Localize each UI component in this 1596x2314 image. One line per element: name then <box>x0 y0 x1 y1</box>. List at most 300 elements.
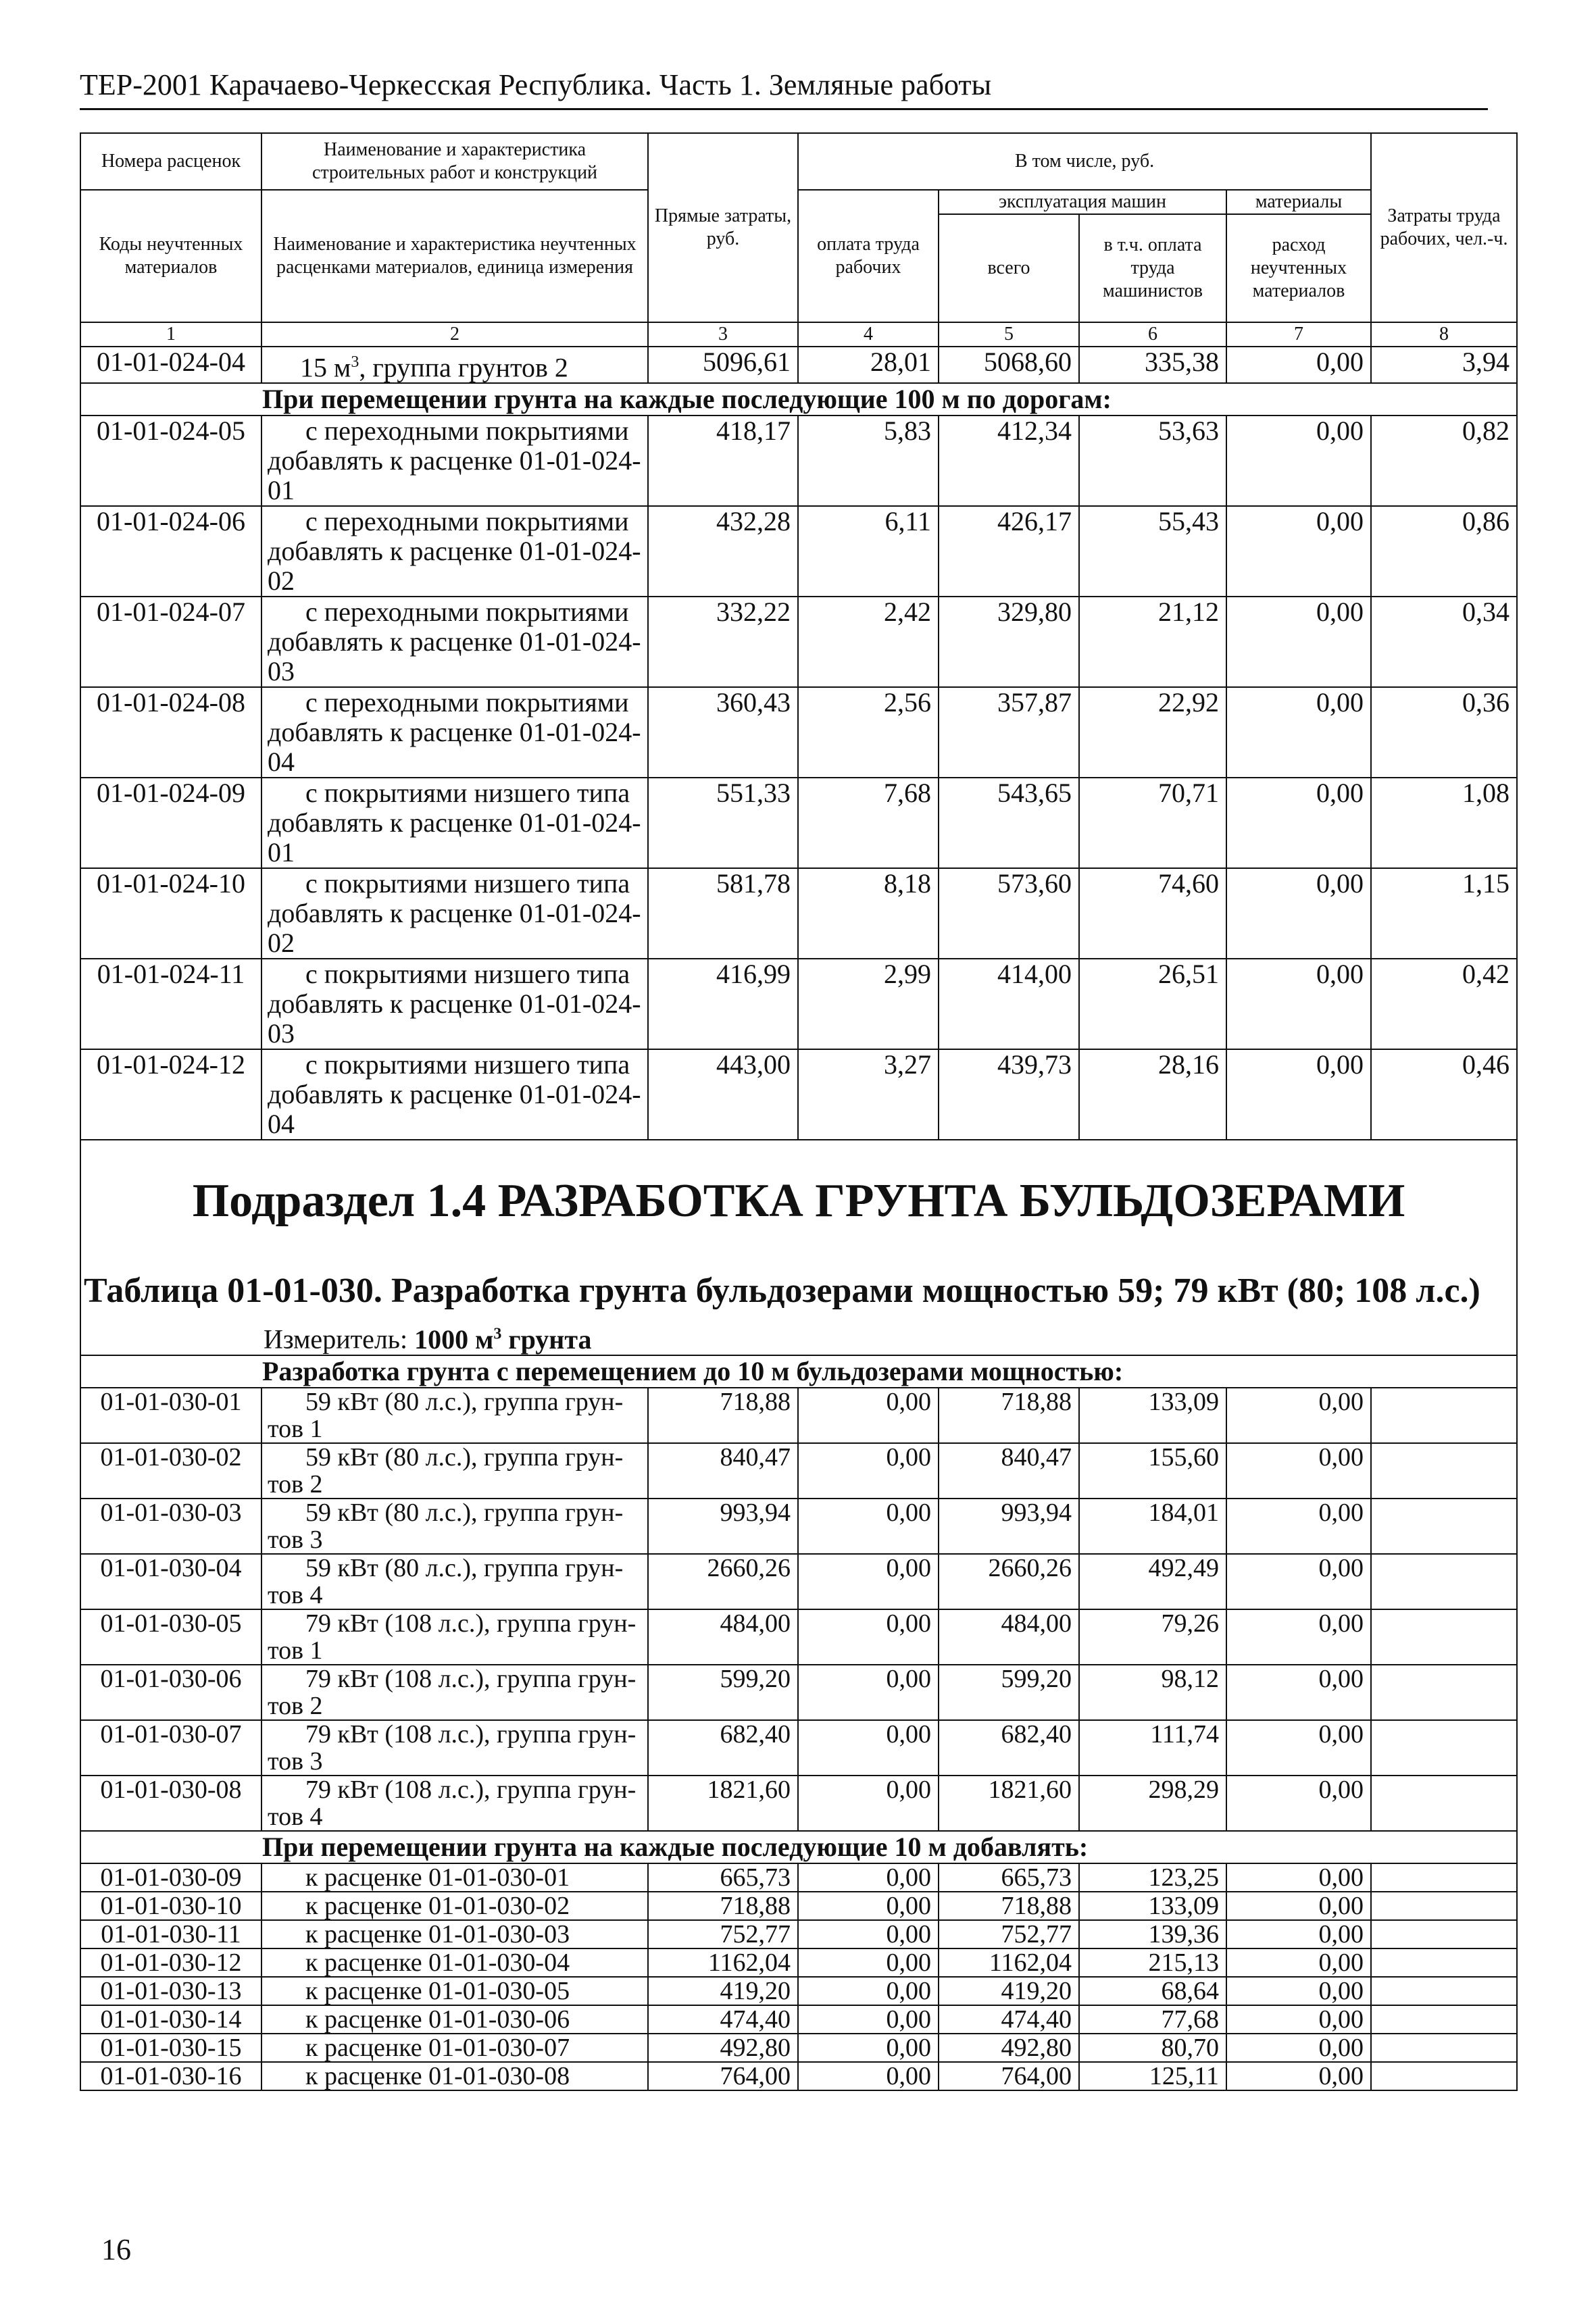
materials: 0,00 <box>1226 1049 1371 1140</box>
rate-code: 01-01-024-10 <box>80 868 261 959</box>
machinists-pay: 28,16 <box>1079 1049 1226 1140</box>
header-rate-number: Номера расценок <box>80 133 261 190</box>
labor-costs <box>1371 2062 1517 2090</box>
labor-costs: 0,42 <box>1371 959 1517 1049</box>
labor-costs <box>1371 1920 1517 1948</box>
machinists-pay: 53,63 <box>1079 416 1226 506</box>
labor-pay: 3,27 <box>798 1049 939 1140</box>
rate-name-line: тов 1 <box>268 1636 323 1665</box>
column-number: 6 <box>1079 322 1226 347</box>
machines-total: 357,87 <box>939 687 1079 778</box>
labor-pay: 0,00 <box>798 2005 939 2034</box>
section-title: При перемещении грунта на каждые последующие 10 м добавлять: <box>80 1831 1517 1863</box>
machines-total: 414,00 <box>939 959 1079 1049</box>
direct-costs: 474,40 <box>648 2005 798 2034</box>
table-row <box>80 1720 1517 1776</box>
table-row <box>80 506 1517 597</box>
labor-costs: 1,08 <box>1371 778 1517 868</box>
direct-costs: 599,20 <box>648 1665 798 1720</box>
materials: 0,00 <box>1226 1892 1371 1920</box>
table-row <box>80 1776 1517 1831</box>
materials: 0,00 <box>1226 2034 1371 2062</box>
rate-name-line: с переходными покрытиями <box>305 597 629 628</box>
rate-code: 01-01-024-05 <box>80 416 261 506</box>
rate-code: 01-01-030-08 <box>80 1776 261 1831</box>
rate-name <box>261 1609 648 1665</box>
direct-costs: 443,00 <box>648 1049 798 1140</box>
table-row <box>80 1863 1517 1892</box>
section-row <box>80 1831 1517 1863</box>
rate-name-line: к расценке 01-01-030-07 <box>305 2033 570 2062</box>
rate-name-line: добавлять к расценке 01-01-024- <box>268 898 641 929</box>
rate-name <box>261 2062 648 2090</box>
labor-pay: 0,00 <box>798 1443 939 1499</box>
rate-code: 01-01-030-12 <box>80 1948 261 1977</box>
direct-costs: 718,88 <box>648 1388 798 1443</box>
rate-name <box>261 1948 648 1977</box>
materials: 0,00 <box>1226 1443 1371 1499</box>
rates-table-container <box>80 132 1516 2091</box>
machines-total: 5068,60 <box>939 347 1079 383</box>
machinists-pay: 125,11 <box>1079 2062 1226 2090</box>
labor-pay: 0,00 <box>798 1863 939 1892</box>
machinists-pay: 184,01 <box>1079 1499 1226 1554</box>
rate-code: 01-01-030-06 <box>80 1665 261 1720</box>
table-row <box>80 1977 1517 2005</box>
materials: 0,00 <box>1226 1977 1371 2005</box>
rate-name <box>261 1892 648 1920</box>
table-row <box>80 1388 1517 1443</box>
rate-name-line: с покрытиями низшего типа <box>305 1049 630 1080</box>
table-row <box>80 2062 1517 2090</box>
table-header <box>80 133 1517 347</box>
materials: 0,00 <box>1226 959 1371 1049</box>
machines-total: 993,94 <box>939 1499 1079 1554</box>
rate-name-line: добавлять к расценке 01-01-024- <box>268 536 641 567</box>
direct-costs: 432,28 <box>648 506 798 597</box>
materials: 0,00 <box>1226 1920 1371 1948</box>
rate-name <box>261 1499 648 1554</box>
rate-name-line: с покрытиями низшего типа <box>305 778 630 809</box>
labor-pay: 6,11 <box>798 506 939 597</box>
labor-pay: 0,00 <box>798 1499 939 1554</box>
column-number: 3 <box>648 322 798 347</box>
labor-costs: 0,86 <box>1371 506 1517 597</box>
header-work-name: Наименование и характеристика строительных работ и конструкций <box>261 133 648 190</box>
labor-pay: 0,00 <box>798 1665 939 1720</box>
table-row <box>80 2034 1517 2062</box>
machinists-pay: 133,09 <box>1079 1388 1226 1443</box>
measure <box>80 1319 1517 1355</box>
labor-pay: 0,00 <box>798 2062 939 2090</box>
labor-costs <box>1371 1499 1517 1554</box>
machinists-pay: 22,92 <box>1079 687 1226 778</box>
table-row <box>80 416 1517 506</box>
machines-total: 599,20 <box>939 1665 1079 1720</box>
rate-name-line: к расценке 01-01-030-08 <box>305 2061 570 2090</box>
rate-name <box>261 1049 648 1140</box>
rate-code: 01-01-030-07 <box>80 1720 261 1776</box>
machinists-pay: 68,64 <box>1079 1977 1226 2005</box>
measure-unit-part: 1000 м <box>414 1324 494 1355</box>
column-number: 8 <box>1371 322 1517 347</box>
header-labor-costs: Затраты труда рабочих, чел.-ч. <box>1371 133 1517 322</box>
rate-code: 01-01-030-01 <box>80 1388 261 1443</box>
labor-costs: 0,46 <box>1371 1049 1517 1140</box>
materials: 0,00 <box>1226 1863 1371 1892</box>
rate-name <box>261 687 648 778</box>
rate-name-line: тов 3 <box>268 1746 323 1776</box>
rate-name-line: 59 кВт (80 л.с.), группа грун- <box>305 1387 624 1416</box>
materials: 0,00 <box>1226 416 1371 506</box>
machinists-pay: 298,29 <box>1079 1776 1226 1831</box>
rate-name-line: 59 кВт (80 л.с.), группа грун- <box>305 1442 624 1472</box>
rate-name <box>261 1554 648 1609</box>
table-row <box>80 1892 1517 1920</box>
header-labor-pay: оплата труда рабочих <box>798 190 939 322</box>
table-title: Таблица 01-01-030. Разработка грунта бульдозерами мощностью 59; 79 кВт (80; 108 л.с.) <box>80 1243 1517 1319</box>
labor-pay: 0,00 <box>798 2034 939 2062</box>
rate-name <box>261 868 648 959</box>
table-row <box>80 1554 1517 1609</box>
column-number: 1 <box>80 322 261 347</box>
machinists-pay: 139,36 <box>1079 1920 1226 1948</box>
labor-costs: 0,34 <box>1371 597 1517 687</box>
machines-total: 752,77 <box>939 1920 1079 1948</box>
rate-code: 01-01-030-03 <box>80 1499 261 1554</box>
rate-name-line: 79 кВт (108 л.с.), группа грун- <box>305 1664 637 1693</box>
direct-costs: 332,22 <box>648 597 798 687</box>
rate-name-line: с переходными покрытиями <box>305 687 629 718</box>
rate-name-line: тов 3 <box>268 1525 323 1554</box>
rate-name-line: 79 кВт (108 л.с.), группа грун- <box>305 1609 637 1638</box>
table-row <box>80 687 1517 778</box>
labor-costs <box>1371 1948 1517 1977</box>
labor-costs: 3,94 <box>1371 347 1517 383</box>
machinists-pay: 77,68 <box>1079 2005 1226 2034</box>
labor-costs <box>1371 1554 1517 1609</box>
labor-costs <box>1371 2005 1517 2034</box>
rate-name-line: 03 <box>268 1018 295 1049</box>
machines-total: 426,17 <box>939 506 1079 597</box>
page-header: ТЕР-2001 Карачаево-Черкесская Республика. Часть 1. Земляные работы <box>80 66 1488 110</box>
header-material-name: Наименование и характеристика неучтенных расценками материалов, единица измерения <box>261 190 648 322</box>
rates-table <box>80 132 1518 2091</box>
header-machines: эксплуатация машин <box>939 190 1226 214</box>
direct-costs: 492,80 <box>648 2034 798 2062</box>
machinists-pay: 55,43 <box>1079 506 1226 597</box>
machinists-pay: 133,09 <box>1079 1892 1226 1920</box>
rate-name <box>261 1863 648 1892</box>
labor-pay: 2,99 <box>798 959 939 1049</box>
rate-code: 01-01-024-11 <box>80 959 261 1049</box>
direct-costs: 418,17 <box>648 416 798 506</box>
rate-name <box>261 959 648 1049</box>
materials: 0,00 <box>1226 1776 1371 1831</box>
labor-pay: 0,00 <box>798 1776 939 1831</box>
materials: 0,00 <box>1226 1388 1371 1443</box>
labor-pay: 0,00 <box>798 1720 939 1776</box>
header-including: В том числе, руб. <box>798 133 1371 190</box>
materials: 0,00 <box>1226 1499 1371 1554</box>
materials: 0,00 <box>1226 687 1371 778</box>
rate-code: 01-01-024-08 <box>80 687 261 778</box>
machines-total: 764,00 <box>939 2062 1079 2090</box>
rate-name-line: к расценке 01-01-030-05 <box>305 1976 570 2005</box>
header-machines-total: всего <box>939 214 1079 322</box>
measure-unit-sup: 3 <box>493 1325 502 1343</box>
materials: 0,00 <box>1226 778 1371 868</box>
machines-total: 1162,04 <box>939 1948 1079 1977</box>
rate-code: 01-01-030-11 <box>80 1920 261 1948</box>
labor-pay: 0,00 <box>798 1388 939 1443</box>
machinists-pay: 123,25 <box>1079 1863 1226 1892</box>
rate-name-line: с переходными покрытиями <box>305 506 629 537</box>
materials: 0,00 <box>1226 506 1371 597</box>
machinists-pay: 79,26 <box>1079 1609 1226 1665</box>
machinists-pay: 26,51 <box>1079 959 1226 1049</box>
table-row <box>80 1665 1517 1720</box>
rate-name-line: к расценке 01-01-030-06 <box>305 2005 570 2034</box>
machines-total: 1821,60 <box>939 1776 1079 1831</box>
rate-code: 01-01-030-15 <box>80 2034 261 2062</box>
machines-total: 329,80 <box>939 597 1079 687</box>
column-number: 4 <box>798 322 939 347</box>
machines-total: 573,60 <box>939 868 1079 959</box>
subsection-title: Подраздел 1.4 РАЗРАБОТКА ГРУНТА БУЛЬДОЗЕРАМИ <box>80 1140 1517 1243</box>
rate-name <box>261 2005 648 2034</box>
table-row <box>80 1443 1517 1499</box>
labor-costs: 1,15 <box>1371 868 1517 959</box>
labor-pay: 2,42 <box>798 597 939 687</box>
rate-code: 01-01-030-05 <box>80 1609 261 1665</box>
rate-code: 01-01-024-07 <box>80 597 261 687</box>
machines-total: 543,65 <box>939 778 1079 868</box>
rate-name-line: тов 4 <box>268 1580 323 1609</box>
rate-code: 01-01-030-09 <box>80 1863 261 1892</box>
labor-pay: 28,01 <box>798 347 939 383</box>
direct-costs: 1821,60 <box>648 1776 798 1831</box>
section-title: Разработка грунта с перемещением до 10 м бульдозерами мощностью: <box>80 1355 1517 1388</box>
table-row <box>80 778 1517 868</box>
table-row <box>80 1920 1517 1948</box>
table-row <box>80 868 1517 959</box>
rate-name <box>261 416 648 506</box>
direct-costs: 416,99 <box>648 959 798 1049</box>
table-row <box>80 1499 1517 1554</box>
materials: 0,00 <box>1226 1609 1371 1665</box>
labor-costs <box>1371 1720 1517 1776</box>
rate-name-line: 01 <box>268 837 295 868</box>
materials: 0,00 <box>1226 1665 1371 1720</box>
materials: 0,00 <box>1226 1554 1371 1609</box>
header-materials: материалы <box>1226 190 1371 214</box>
table-row <box>80 347 1517 383</box>
rate-code: 01-01-024-12 <box>80 1049 261 1140</box>
machines-total: 474,40 <box>939 2005 1079 2034</box>
rate-name-line: с переходными покрытиями <box>305 416 629 447</box>
materials: 0,00 <box>1226 868 1371 959</box>
rate-name <box>261 1720 648 1776</box>
header-machinists-pay: в т.ч. оплата труда машинистов <box>1079 214 1226 322</box>
labor-costs <box>1371 1977 1517 2005</box>
measure-unit <box>414 1324 591 1355</box>
rate-name-line: добавлять к расценке 01-01-024- <box>268 626 641 657</box>
rate-name <box>261 506 648 597</box>
rate-name <box>261 1977 648 2005</box>
machinists-pay: 335,38 <box>1079 347 1226 383</box>
labor-costs <box>1371 1776 1517 1831</box>
labor-pay: 2,56 <box>798 687 939 778</box>
machinists-pay: 215,13 <box>1079 1948 1226 1977</box>
labor-costs <box>1371 2034 1517 2062</box>
rate-name-line: 01 <box>268 475 295 506</box>
rate-name-line: 59 кВт (80 л.с.), группа грун- <box>305 1553 624 1582</box>
labor-costs <box>1371 1609 1517 1665</box>
table-row <box>80 597 1517 687</box>
materials: 0,00 <box>1226 347 1371 383</box>
rate-name-line: добавлять к расценке 01-01-024- <box>268 1079 641 1110</box>
table-row <box>80 1049 1517 1140</box>
measure-row <box>80 1319 1517 1355</box>
rate-name-part: , группа грунтов 2 <box>359 352 568 383</box>
rate-name <box>261 778 648 868</box>
rate-code: 01-01-030-16 <box>80 2062 261 2090</box>
table-row <box>80 959 1517 1049</box>
labor-costs <box>1371 1443 1517 1499</box>
rate-code: 01-01-024-06 <box>80 506 261 597</box>
machines-total: 2660,26 <box>939 1554 1079 1609</box>
machines-total: 718,88 <box>939 1892 1079 1920</box>
labor-pay: 8,18 <box>798 868 939 959</box>
column-number: 5 <box>939 322 1079 347</box>
materials: 0,00 <box>1226 1948 1371 1977</box>
rate-name-part: 15 м <box>300 352 351 383</box>
table-row <box>80 1948 1517 1977</box>
labor-pay: 0,00 <box>798 1977 939 2005</box>
machines-total: 439,73 <box>939 1049 1079 1140</box>
machinists-pay: 98,12 <box>1079 1665 1226 1720</box>
direct-costs: 752,77 <box>648 1920 798 1948</box>
rate-name-line: 03 <box>268 656 295 687</box>
direct-costs: 5096,61 <box>648 347 798 383</box>
materials: 0,00 <box>1226 597 1371 687</box>
column-numbers-row <box>80 322 1517 347</box>
rate-name <box>261 1776 648 1831</box>
page-number: 16 <box>101 2233 131 2266</box>
direct-costs: 581,78 <box>648 868 798 959</box>
measure-unit-part: грунта <box>501 1324 592 1355</box>
machinists-pay: 155,60 <box>1079 1443 1226 1499</box>
rate-name-line: 79 кВт (108 л.с.), группа грун- <box>305 1719 637 1749</box>
rate-name-line: тов 2 <box>268 1691 323 1720</box>
machines-total: 665,73 <box>939 1863 1079 1892</box>
direct-costs: 764,00 <box>648 2062 798 2090</box>
labor-pay: 7,68 <box>798 778 939 868</box>
labor-pay: 0,00 <box>798 1920 939 1948</box>
direct-costs: 718,88 <box>648 1892 798 1920</box>
table-row <box>80 1609 1517 1665</box>
rate-name-line: с покрытиями низшего типа <box>305 868 630 899</box>
header-material-codes: Коды неучтенных материалов <box>80 190 261 322</box>
rate-name-line: тов 2 <box>268 1469 323 1499</box>
labor-costs <box>1371 1892 1517 1920</box>
rate-name <box>261 2034 648 2062</box>
rate-code: 01-01-024-09 <box>80 778 261 868</box>
machinists-pay: 70,71 <box>1079 778 1226 868</box>
machinists-pay: 492,49 <box>1079 1554 1226 1609</box>
section-title: При перемещении грунта на каждые последующие 100 м по дорогам: <box>80 383 1517 416</box>
labor-costs <box>1371 1863 1517 1892</box>
labor-pay: 0,00 <box>798 1948 939 1977</box>
rate-name-line: 04 <box>268 747 295 778</box>
rate-name-line: тов 4 <box>268 1802 323 1831</box>
rate-name-line: добавлять к расценке 01-01-024- <box>268 988 641 1020</box>
rate-name-line: добавлять к расценке 01-01-024- <box>268 807 641 838</box>
header-direct-costs: Прямые затраты, руб. <box>648 133 798 322</box>
direct-costs: 682,40 <box>648 1720 798 1776</box>
rate-name-line: к расценке 01-01-030-02 <box>305 1891 570 1920</box>
labor-pay: 0,00 <box>798 1609 939 1665</box>
direct-costs: 360,43 <box>648 687 798 778</box>
labor-costs: 0,36 <box>1371 687 1517 778</box>
rate-name <box>261 597 648 687</box>
materials: 0,00 <box>1226 2062 1371 2090</box>
direct-costs: 484,00 <box>648 1609 798 1665</box>
rate-name <box>261 1665 648 1720</box>
rate-name-sup: 3 <box>351 353 359 371</box>
machinists-pay: 111,74 <box>1079 1720 1226 1776</box>
direct-costs: 2660,26 <box>648 1554 798 1609</box>
rate-name-line: к расценке 01-01-030-04 <box>305 1948 570 1977</box>
rate-name-line: с покрытиями низшего типа <box>305 959 630 990</box>
machines-total: 718,88 <box>939 1388 1079 1443</box>
machines-total: 419,20 <box>939 1977 1079 2005</box>
machinists-pay: 80,70 <box>1079 2034 1226 2062</box>
rate-name-line: к расценке 01-01-030-03 <box>305 1919 570 1948</box>
labor-pay: 5,83 <box>798 416 939 506</box>
section-row <box>80 1355 1517 1388</box>
direct-costs: 665,73 <box>648 1863 798 1892</box>
materials: 0,00 <box>1226 1720 1371 1776</box>
labor-costs <box>1371 1665 1517 1720</box>
subsection-row <box>80 1140 1517 1243</box>
machines-total: 412,34 <box>939 416 1079 506</box>
rate-name-line: добавлять к расценке 01-01-024- <box>268 717 641 748</box>
machines-total: 682,40 <box>939 1720 1079 1776</box>
machines-total: 492,80 <box>939 2034 1079 2062</box>
rate-name-line: к расценке 01-01-030-01 <box>305 1863 570 1892</box>
rate-name-line: 79 кВт (108 л.с.), группа грун- <box>305 1775 637 1804</box>
machinists-pay: 21,12 <box>1079 597 1226 687</box>
labor-costs <box>1371 1388 1517 1443</box>
rate-name-line: 04 <box>268 1109 295 1140</box>
rate-code: 01-01-030-10 <box>80 1892 261 1920</box>
direct-costs: 551,33 <box>648 778 798 868</box>
table-title-row <box>80 1243 1517 1319</box>
direct-costs: 993,94 <box>648 1499 798 1554</box>
rate-name-line: добавлять к расценке 01-01-024- <box>268 445 641 476</box>
table-row <box>80 2005 1517 2034</box>
materials: 0,00 <box>1226 2005 1371 2034</box>
column-number: 2 <box>261 322 648 347</box>
column-number: 7 <box>1226 322 1371 347</box>
labor-costs: 0,82 <box>1371 416 1517 506</box>
rate-name-line: 02 <box>268 928 295 959</box>
rate-name <box>261 1920 648 1948</box>
rate-code: 01-01-030-14 <box>80 2005 261 2034</box>
rate-name <box>261 347 648 383</box>
